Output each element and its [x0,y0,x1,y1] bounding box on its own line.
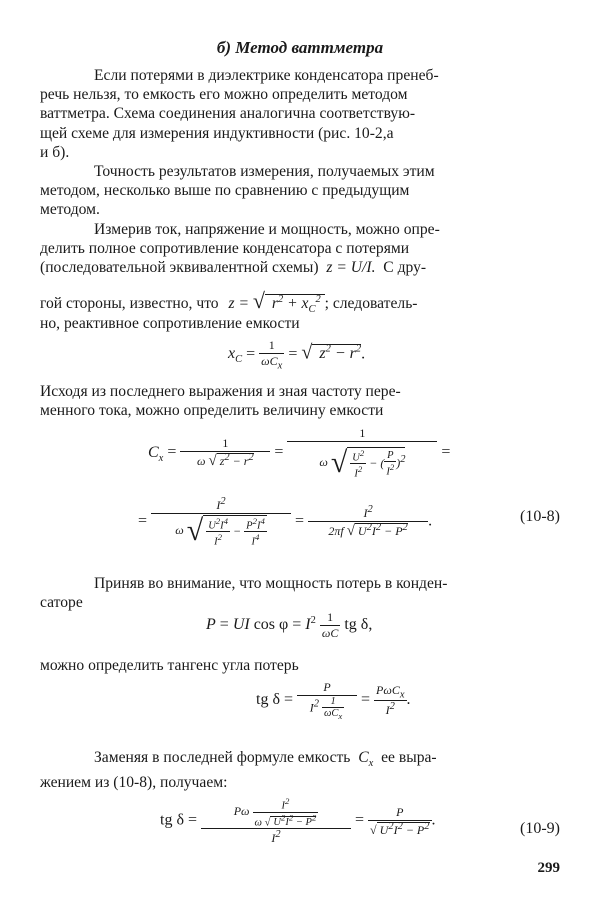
text-line: и б). [40,143,70,161]
equation-number: (10-9) [520,820,560,837]
text-line: щей схеме для измерения индуктивности (рис. 10-2,а [40,124,394,142]
text-fragment: С дру- [383,259,427,277]
text-line: менного тока, можно определить величину емкости [40,402,384,420]
paragraph-8 [40,656,562,675]
text-line: жением из (10-8), получаем: [40,774,228,792]
fraction: $I^2$ ω √ $\frac{U^2I^4}{I^2}$ − $\frac{P^2I^4}{I^4}$ [151,496,291,548]
text-line [40,748,562,773]
equation-number: (10-8) [520,508,560,525]
text-line: речь нельзя, то емкость его можно определить методом [40,86,408,104]
text-line: Точность результатов измерения, получаемых этим [94,163,435,180]
inline-formula-impedance: z = √ $r^2 + x_C^2$ [229,295,325,312]
text-line: Исходя из последнего выражения и зная частоту пере- [40,383,401,400]
text-fragment: Заменяя в последней формуле емкость [94,749,351,766]
text-line: Измерив ток, напряжение и мощность, можно опре- [94,221,440,238]
page-number: 299 [537,860,560,876]
fraction: 1 ω √ $\frac{U^2}{I^2}$ − ( $\frac{P}{I^2}$ )$^2$ [287,426,437,480]
equation-reactance: $x_C$ = $\frac{1}{\omega C_x}$ = √ $z^2 - r^2$. [228,338,366,372]
equation-10-9: tg δ = Pω $\frac{I^2}{\omega √ U^2I^2 - P^2}$ $I^2$ = $\frac{P}{√ U^2I^2 - P^2}$ . [160,796,436,845]
paragraph-2 [40,162,562,220]
text-fragment: ее выра- [381,749,437,766]
text-line: Приняв во внимание, что мощность потерь в конден- [94,575,448,592]
equation-capacitance-line2: = $I^2$ ω √ $\frac{U^2I^4}{I^2}$ − $\frac{P^2I^4}{I^4}$ = $\frac{I^2}{2\pi f √ U^2I^2 - P^2}$ . [138,496,433,548]
fraction: $\frac{1}{\omega √ z^2 - r^2}$ [180,436,270,470]
text-line: методом, несколько выше по сравнению с предыдущим [40,182,410,200]
paragraph-1 [40,66,562,162]
text-line: но, реактивное сопротивление емкости [40,315,300,332]
fraction: Pω $\frac{I^2}{\omega √ U^2I^2 - P^2}$ $I^2$ [201,796,351,846]
text-line: методом. [40,201,100,219]
inline-symbol-cx: $C_x$ [354,749,374,770]
text-line: Если потерями в диэлектрике конденсатора пренеб- [94,67,439,84]
section-title: б) Метод ваттметра [216,38,384,57]
fraction: $\frac{I^2}{2\pi f √ U^2I^2 - P^2}$ [308,504,428,540]
text-line: саторе [40,594,83,612]
text-fragment: (последовательной эквивалентной схемы) [40,259,319,277]
paragraph-3 [40,220,562,278]
paragraph-5 [40,314,562,333]
text-line: ваттметра. Схема соединения аналогична соответствую- [40,105,416,123]
text-line: делить полное сопротивление конденсатора с потерями [40,240,410,258]
inline-formula-z: z = U/I. [326,259,376,277]
text-line: можно определить тангенс угла потерь [40,657,299,674]
text-fragment: гой стороны, известно, что [40,295,219,313]
paragraph-7 [40,574,562,612]
text-line [40,258,562,277]
text-fragment: ; следователь- [324,295,418,313]
fraction: $\frac{1}{\omega C_x}$ [261,338,283,372]
equation-capacitance-line1: $C_x$ = $\frac{1}{\omega √ z^2 - r^2}$ = 1 ω √ $\frac{U^2}{I^2}$ − ( $\frac{P}{I^2}$ )$^2$ = [148,426,451,480]
paragraph-6 [40,382,562,420]
equation-tangent: tg δ = P $I^2$ $\frac{1}{\omega C_x}$ = $\frac{P\omega C_x}{I^2}$ . [256,680,411,722]
fraction: P $I^2$ $\frac{1}{\omega C_x}$ [297,680,357,721]
equation-power: P = UI $\cos \varphi = I^2$ $\frac{1}{\omega C}$ tg δ, [206,610,373,640]
paragraph-9 [40,748,562,793]
fraction: $\frac{1}{\omega C}$ [321,610,339,640]
fraction: $\frac{P}{√ U^2I^2 - P^2}$ [370,804,430,837]
fraction: $\frac{P\omega C_x}{I^2}$ [376,682,405,718]
